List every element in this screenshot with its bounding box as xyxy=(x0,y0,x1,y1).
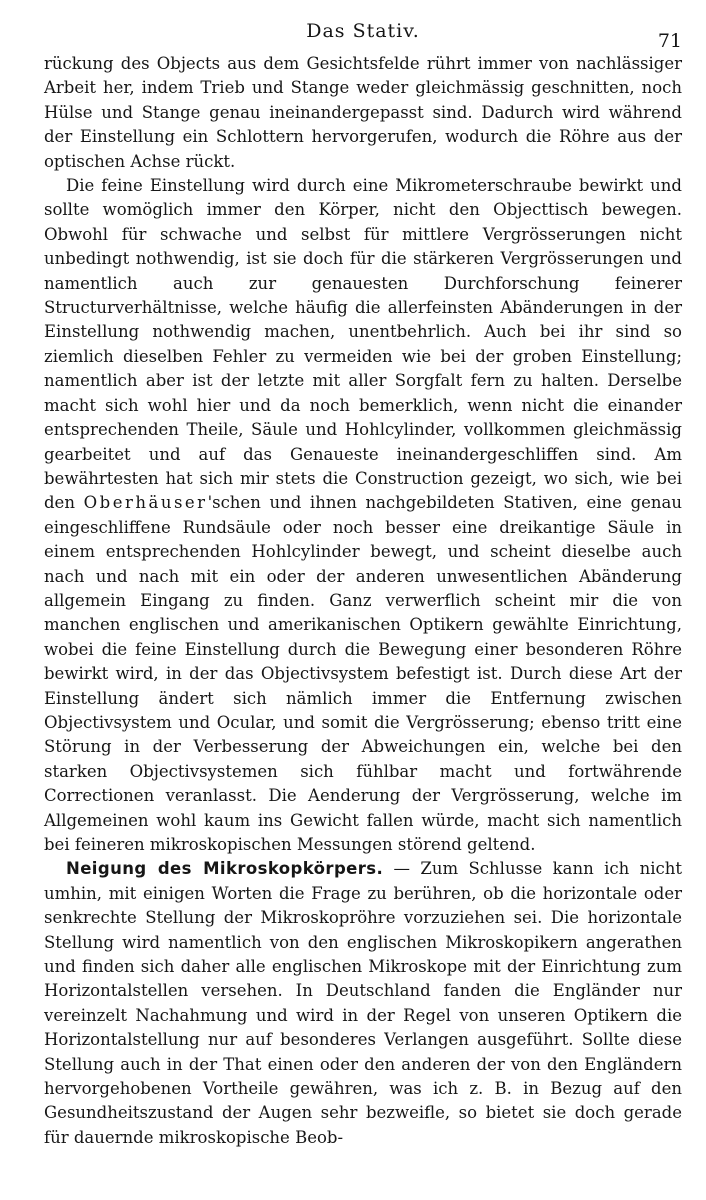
running-header xyxy=(44,14,682,52)
person-name: Oberhäuser xyxy=(83,493,208,513)
paragraph-fine-adjustment xyxy=(44,174,682,857)
section-heading: Neigung des Mikroskopkörpers. xyxy=(66,859,384,879)
running-title: Das Stativ. xyxy=(306,20,420,42)
paragraph-text: 'schen und ihnen nachgebildeten Stativen, eine genau eingeschliffene Rundsäule oder noch besser eine dreikantige Säule in einem entsprechenden Hohlcylinder bewegt, und scheint dieselbe auch nach und nach mit ein oder der anderen unwesentlichen Abänderung allgemein Eingang zu finden. Ganz verwerflich scheint mir die von manchen englischen und amerikanischen Optikern gewählte Einrichtung, wobei die feine Einstellung durch die Bewegung einer besonderen Röhre bewirkt wird, in der das Objectivsystem befestigt ist. Durch diese Art der Einstellung ändert sich nämlich immer die Entfernung zwischen Objectivsystem und Ocular, und somit die Vergrösserung; ebenso tritt eine Störung in der Verbesserung der Abweichungen ein, welche bei den starken Objectivsystemen sich fühlbar macht und fortwährende Correctionen veranlasst. Die Aenderung der Vergrösserung, welche im Allgemeinen wohl kaum ins Gewicht fallen würde, macht sich namentlich bei feineren mikroskopischen Messungen störend geltend. xyxy=(44,493,682,854)
paragraph-text: Die feine Einstellung wird durch eine Mikrometerschraube bewirkt und sollte womöglich immer den Körper, nicht den Objecttisch bewegen. Obwohl für schwache und selbst für mittlere Vergrösserungen nicht unbedingt nothwendig, ist sie doch für die stärkeren Vergrösserungen und namentlich auch zur genauesten Durchforschung feinerer Structurverhältnisse, welche häufig die allerfeinsten Abänderungen in der Einstellung nothwendig machen, unentbehrlich. Auch bei ihr sind so ziemlich dieselben Fehler zu vermeiden wie bei der groben Einstellung; namentlich aber ist der letzte mit aller Sorgfalt fern zu halten. Derselbe macht sich wohl hier und da noch bemerklich, wenn nicht die einander entsprechenden Theile, Säule und Hohlcylinder, vollkommen gleichmässig gearbeitet und auf das Genaueste ineinandergeschliffen sind. Am bewährtesten hat sich mir stets die Construction gezeigt, wo sich, wie bei den xyxy=(44,176,682,513)
paragraph-text: — Zum Schlusse kann ich nicht umhin, mit einigen Worten die Frage zu berühren, ob die horizontale oder senkrechte Stellung der Mikroskopröhre vorzuziehen sei. Die horizontale Stellung wird namentlich von den englischen Mikroskopikern angerathen und finden sich daher alle englischen Mikroskope mit der Einrichtung zum Horizontalstellen versehen. In Deutschland fanden die Engländer nur vereinzelt Nachahmung und wird in der Regel von unseren Optikern die Horizontalstellung nur auf besonderes Verlangen ausgeführt. Sollte diese Stellung auch in der That einen oder den anderen der von den Engländern hervorgehobenen Vortheile gewähren, was ich z. B. in Bezug auf den Gesundheitszustand der Augen sehr bezweifle, so bietet sie doch gerade für dauernde mikroskopische Beob- xyxy=(44,859,683,1147)
paragraph-continuation: rückung des Objects aus dem Gesichtsfelde rührt immer von nachlässiger Arbeit her, indem Trieb und Stange weder gleichmässig geschnitten, noch Hülse und Stange genau ineinandergepasst sind. Dadurch wird während der Einstellung ein Schlottern hervorgerufen, wodurch die Röhre aus der optischen Achse rückt. xyxy=(44,54,682,171)
page-number: 71 xyxy=(657,30,682,52)
body-text xyxy=(44,52,682,1150)
paragraph-inclination xyxy=(44,857,682,1150)
